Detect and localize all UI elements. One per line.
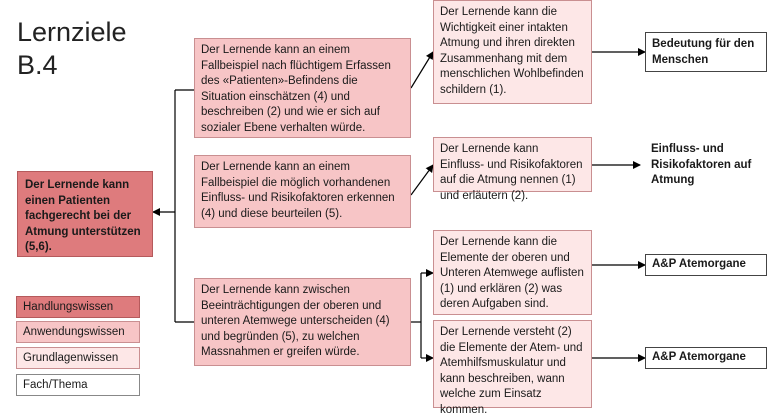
application-goal-1-text: Der Lernende kann an einem Fallbeispiel nach flüchtigem Erfassen des «Patienten»-Befindens die Situation einschätzen (4) und beschreiben (2) und wie er sich auf sozialer Ebene verhalten würde. (201, 44, 391, 134)
basic-goal-3-text: Der Lernende kann die Elemente der oberen und Unteren Atemwege auflisten (1) und erklären (2) was deren Aufgaben sind. (440, 236, 584, 311)
basic-goal-3 (433, 230, 592, 315)
topic-2-text: Einfluss- und Risikofaktoren auf Atmung (651, 143, 752, 187)
application-goal-2-text: Der Lernende kann an einem Fallbeispiel die möglich vorhandenen Einfluss- und Risikofaktoren erkennen (4) und diese beurteilen (5). (201, 161, 395, 220)
connector (411, 165, 433, 195)
legend-handlungswissen (16, 296, 140, 318)
legend-fach-thema-label: Fach/Thema (23, 379, 88, 391)
topic-1-text: Bedeutung für den Menschen (652, 38, 755, 66)
topic-box-2 (645, 138, 767, 192)
topic-box-1 (645, 32, 767, 72)
basic-goal-2-text: Der Lernende kann Einfluss- und Risikofaktoren auf die Atmung nennen (1) und erläutern (2). (440, 143, 583, 202)
topic-box-4 (645, 347, 767, 369)
legend-handlungswissen-label: Handlungswissen (23, 301, 114, 313)
legend-grundlagenwissen (16, 347, 140, 369)
basic-goal-2 (433, 137, 592, 202)
title-line-2: B.4 (17, 50, 58, 80)
basic-goal-4 (433, 320, 592, 416)
basic-goal-1 (433, 0, 592, 104)
legend-grundlagenwissen-label: Grundlagenwissen (23, 352, 119, 364)
topic-box-3 (645, 254, 767, 276)
main-goal-text: Der Lernende kann einen Patienten fachgerecht bei der Atmung unterstützen (5,6). (25, 179, 141, 254)
basic-goal-4-text: Der Lernende versteht (2) die Elemente der Atem- und Atemhilfsmuskulatur und kann beschreiben, wann welche zum Einsatz kommen. (440, 326, 583, 416)
basic-goal-1-text: Der Lernende kann die Wichtigkeit einer intakten Atmung und ihren direkten Zusammenhang mit dem menschlichen Wohlbefinden schildern (1). (440, 6, 584, 96)
application-goal-1 (194, 38, 411, 138)
legend-anwendungswissen-label: Anwendungswissen (23, 326, 125, 338)
main-goal-box (17, 171, 153, 257)
topic-3-text: A&P Atemorgane (652, 258, 746, 270)
topic-4-text: A&P Atemorgane (652, 351, 746, 363)
application-goal-2 (194, 155, 411, 228)
legend-fach-thema (16, 374, 140, 396)
application-goal-3 (194, 278, 411, 366)
application-goal-3-text: Der Lernende kann zwischen Beeinträchtigungen der oberen und unteren Atemwege unterscheiden (4) und begründen (5), zu welchen Massnahmen er greifen würde. (201, 284, 390, 359)
legend-anwendungswissen (16, 321, 140, 343)
title-line-1: Lernziele (17, 17, 127, 47)
connector (411, 52, 433, 88)
